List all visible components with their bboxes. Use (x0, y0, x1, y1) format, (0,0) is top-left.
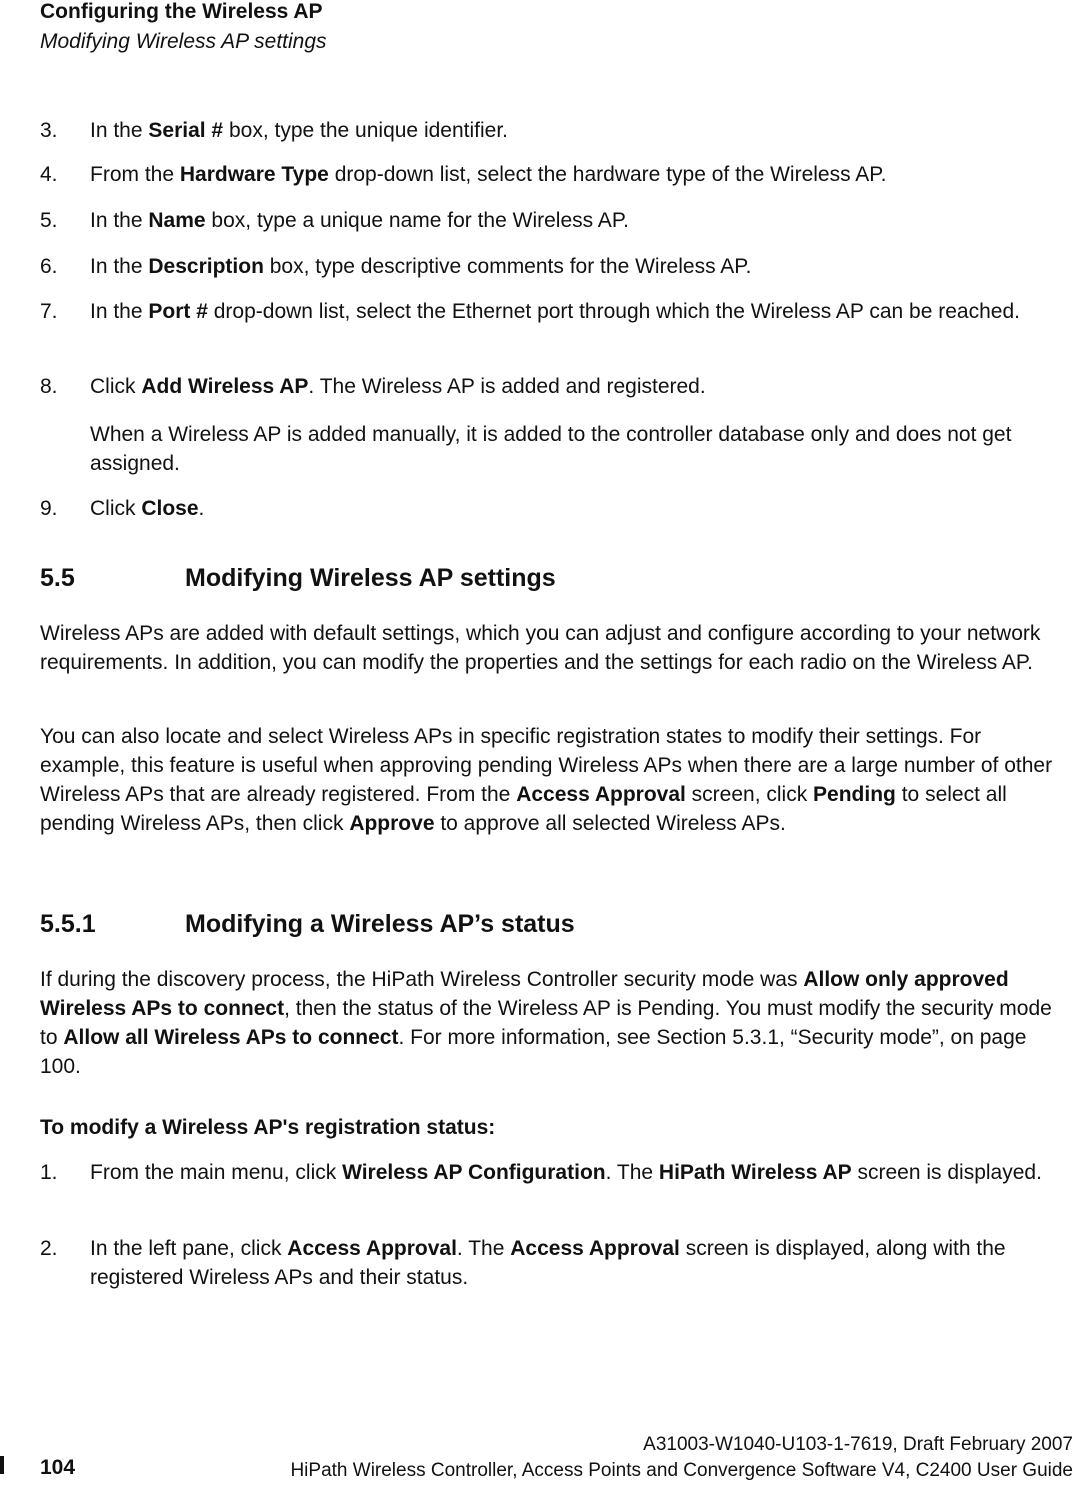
list-item: 9. Click Close. (40, 497, 205, 520)
list-item: 8. Click Add Wireless AP. The Wireless AP is added and registered. (40, 375, 706, 398)
paragraph: You can also locate and select Wireless APs in specific registration states to modify their settings. For example, this feature is useful when approving pending Wireless APs when there are a large number of other Wireless APs that are already registered. From the Access Approval screen, click Pending to select all pending Wireless APs, then click Approve to approve all selected Wireless APs. (40, 725, 1053, 835)
running-header-section: Modifying Wireless AP settings (40, 30, 327, 53)
footer-doc-id: A31003-W1040-U103-1-7619, Draft February 2007 (643, 1434, 1073, 1455)
change-bar (0, 1456, 4, 1474)
footer-doc-title: HiPath Wireless Controller, Access Points and Convergence Software V4, C2400 User Guide (290, 1460, 1073, 1481)
list-item: 7. In the Port # drop-down list, select the Ethernet port through which the Wireless AP can be reached. (40, 300, 1020, 323)
page-number: 104 (40, 1456, 76, 1479)
section-heading: 5.5 Modifying Wireless AP settings (40, 564, 556, 592)
list-item: 5. In the Name box, type a unique name for the Wireless AP. (40, 209, 629, 232)
paragraph: Wireless APs are added with default settings, which you can adjust and configure according to your network requirements. In addition, you can modify the properties and the settings for each radio on the Wireless AP. (40, 622, 1041, 674)
step-note: When a Wireless AP is added manually, it is added to the controller database only and does not get assigned. (90, 423, 1012, 475)
list-item: 6. In the Description box, type descriptive comments for the Wireless AP. (40, 255, 752, 278)
list-item: 2. In the left pane, click Access Approval. The Access Approval screen is displayed, along with the registered Wireless APs and their status. (40, 1237, 1006, 1289)
subsection-heading: 5.5.1 Modifying a Wireless AP’s status (40, 910, 575, 938)
procedure-title: To modify a Wireless AP's registration status: (40, 1116, 496, 1139)
list-item: 4. From the Hardware Type drop-down list, select the hardware type of the Wireless AP. (40, 163, 887, 186)
paragraph: If during the discovery process, the HiPath Wireless Controller security mode was Allow only approved Wireless APs to connect, then the status of the Wireless AP is Pending. You must modify the security mode to Allow all Wireless APs to connect. For more information, see Section 5.3.1, “Security mode”, on page 100. (40, 968, 1052, 1078)
list-item: 1. From the main menu, click Wireless AP Configuration. The HiPath Wireless AP screen is displayed. (40, 1161, 1042, 1184)
running-header-chapter: Configuring the Wireless AP (40, 0, 323, 23)
list-item: 3. In the Serial # box, type the unique identifier. (40, 119, 508, 142)
